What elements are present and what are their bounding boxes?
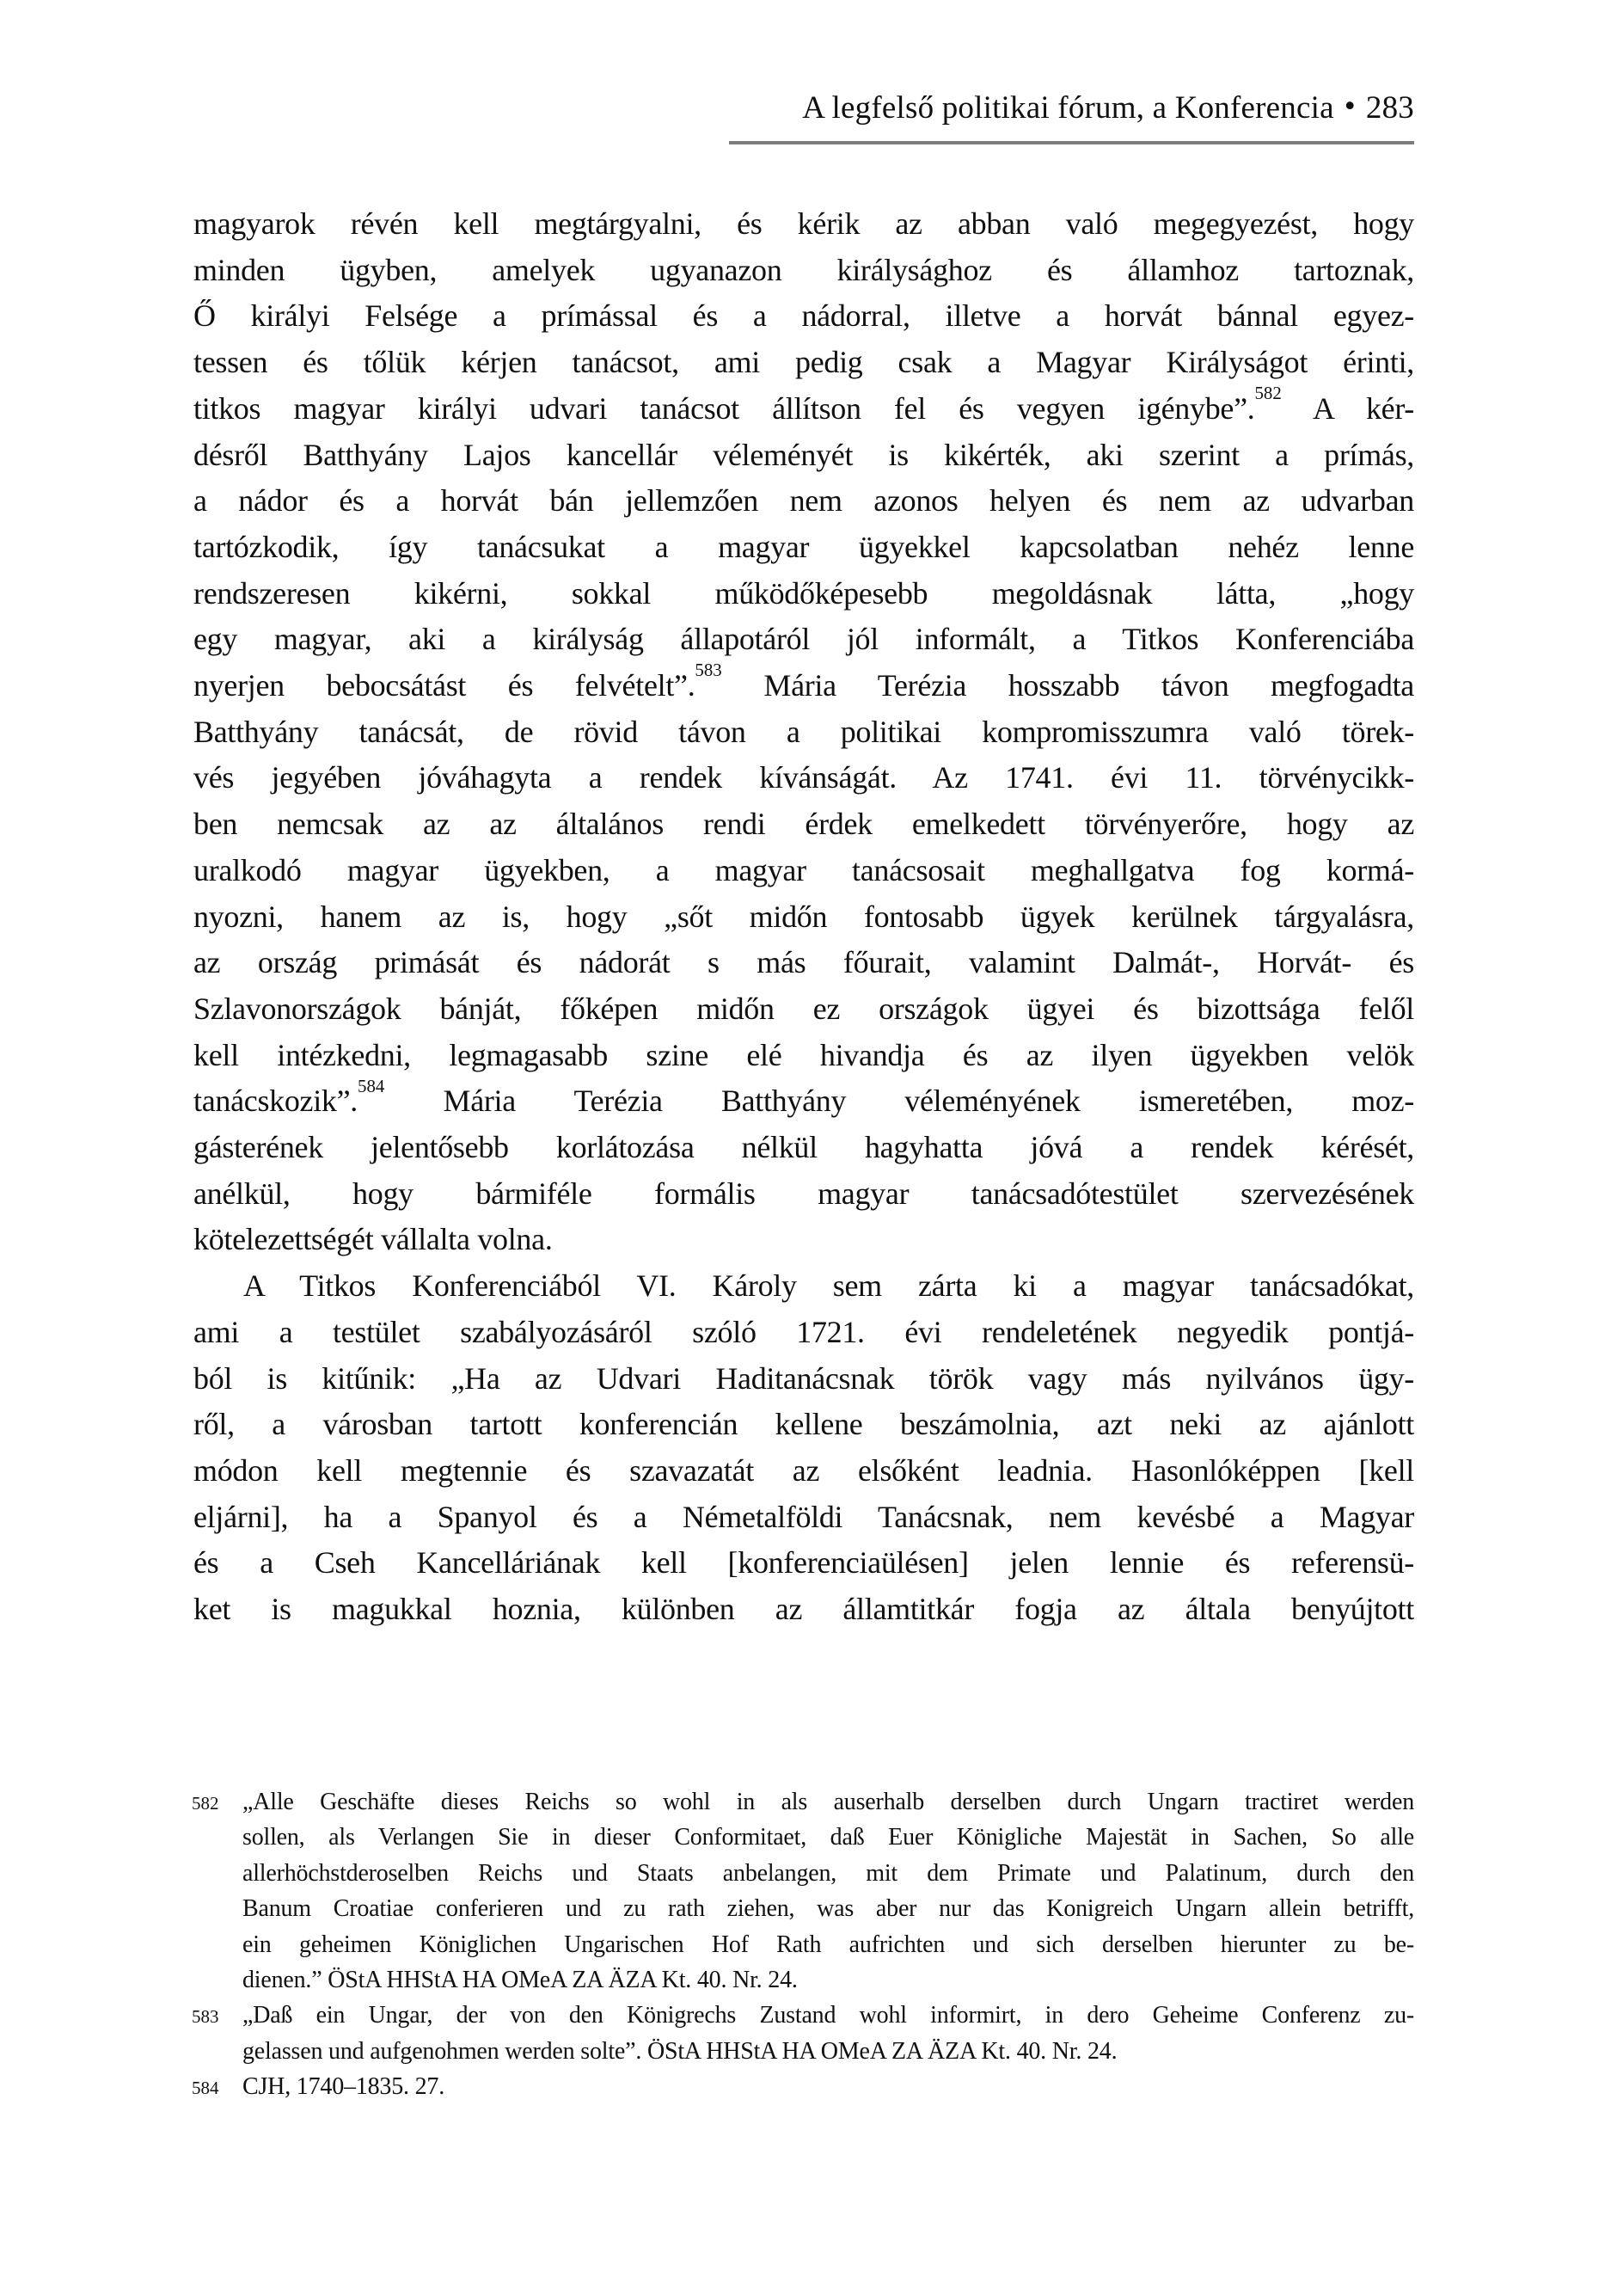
footnote-text [242, 1784, 1414, 1998]
footnote-ref-582: 582 [1254, 383, 1282, 404]
running-title: A legfelső politikai fórum, a Konferencia [802, 90, 1334, 126]
text-line: minden ügyben, amelyek ugyanazon királysághoz és államhoz tartoznak, [193, 252, 1414, 287]
footnote-ref-584: 584 [358, 1075, 385, 1096]
footnote-line: dienen.” ÖStA HHStA HA OMeA ZA ÄZA Kt. 40. Nr. 24. [242, 1967, 798, 1994]
text-line: kell intézkedni, legmagasabb szine elé hivandja és az ilyen ügyekben velök [193, 1037, 1414, 1072]
text-line: a nádor és a horvát bán jellemzően nem azonos helyen és nem az udvarban [193, 483, 1414, 519]
text-line: ről, a városban tartott konferencián kellene beszámolnia, azt neki az ajánlott [193, 1407, 1414, 1442]
text-line: ben nemcsak az az általános rendi érdek emelkedett törvényerőre, hogy az [193, 807, 1414, 842]
footnote-line: sollen, als Verlangen Sie in dieser Conformitaet, daß Euer Königliche Majestät in Sachen, So alle [242, 1824, 1414, 1851]
text-line: ból is kitűnik: „Ha az Udvari Haditanácsnak török vagy más nyilvános ügy- [193, 1360, 1414, 1396]
text-line: Ő királyi Felsége a prímással és a nádorral, illetve a horvát bánnal egyez- [193, 298, 1414, 334]
footnote-number: 583 [192, 2006, 219, 2028]
footnote-582 [193, 1784, 1414, 1998]
paragraph [193, 1263, 1414, 1633]
text-line: ket is magukkal hoznia, különben az államtitkár fogja az általa benyújtott [193, 1592, 1414, 1627]
footnote-line: „Daß ein Ungar, der von den Königrechs Zustand wohl informirt, in dero Geheime Conferenz zu- [242, 2002, 1414, 2029]
text-line: désről Batthyány Lajos kancellár véleményét is kikérték, aki szerint a prímás, [193, 437, 1414, 472]
text-line: vés jegyében jóváhagyta a rendek kívánságát. Az 1741. évi 11. törvénycikk- [193, 760, 1414, 795]
footnote-number: 582 [192, 1793, 219, 1814]
page-header [802, 89, 1414, 127]
text-line: és a Cseh Kancelláriának kell [konferenciaülésen] jelen lennie és referensü- [193, 1545, 1414, 1581]
page-number: 283 [1365, 90, 1414, 126]
footnote-line: gelassen und aufgenohmen werden solte”. ÖStA HHStA HA OMeA ZA ÄZA Kt. 40. Nr. 24. [242, 2037, 1118, 2065]
text-line: tanácskozik”.$^{584}$ Mária Terézia Batthyány véleményének ismeretében, moz- [193, 1075, 1414, 1119]
footnote-text [242, 2069, 1414, 2104]
text-line: nyerjen bebocsátást és felvételt”.$^{583}$ Mária Terézia hosszabb távon megfogadta [193, 660, 1414, 703]
text-line: nyozni, hanem az is, hogy „sőt midőn fontosabb ügyek kerülnek tárgyalásra, [193, 899, 1414, 934]
text-line: rendszeresen kikérni, sokkal működőképesebb megoldásnak látta, „hogy [193, 575, 1414, 611]
text-line: módon kell megtennie és szavazatát az elsőként leadnia. Hasonlóképpen [kell [193, 1452, 1414, 1488]
body-text [193, 201, 1414, 1633]
text-line: eljárni], ha a Spanyol és a Németalföldi Tanácsnak, nem kevésbé a Magyar [193, 1499, 1414, 1534]
text-line: ami a testület szabályozásáról szóló 1721. évi rendeletének negyedik pontjá- [193, 1314, 1414, 1349]
footnote-text [242, 1998, 1414, 2069]
text-line: gásterének jelentősebb korlátozása nélkül hagyhatta jóvá a rendek kérését, [193, 1130, 1414, 1165]
text-line: kötelezettségét vállalta volna. [193, 1222, 553, 1257]
text-line: anélkül, hogy bármiféle formális magyar tanácsadótestület szervezésének [193, 1176, 1414, 1211]
text-line: az ország primását és nádorát s más főurait, valamint Dalmát-, Horvát- és [193, 945, 1414, 980]
footnote-line: Banum Croatiae conferieren und zu rath ziehen, was aber nur das Konigreich Ungarn allein betrifft, [242, 1895, 1414, 1923]
text-line: Batthyány tanácsát, de rövid távon a politikai kompromisszumra való törek- [193, 714, 1414, 749]
text-line: Szlavonországok bánját, főképen midőn ez országok ügyei és bizottsága felől [193, 991, 1414, 1026]
footnote-line: allerhöchstderoselben Reichs und Staats anbelangen, mit dem Primate und Palatinum, durch den [242, 1859, 1414, 1887]
text-line: A Titkos Konferenciából VI. Károly sem zárta ki a magyar tanácsadókat, [243, 1268, 1414, 1304]
text-line: tartózkodik, így tanácsukat a magyar ügyekkel kapcsolatban nehéz lenne [193, 529, 1414, 564]
footnote-line: „Alle Geschäfte dieses Reichs so wohl in als auserhalb derselben durch Ungarn tractiret werden [242, 1789, 1414, 1815]
paragraph [193, 201, 1414, 1263]
footnote-line: CJH, 1740–1835. 27. [242, 2073, 444, 2101]
header-rule [729, 141, 1414, 144]
footnote-ref-583: 583 [695, 660, 722, 681]
footnote-line: ein geheimen Königlichen Ungarischen Hof Rath aufrichten und sich derselben hierunter zu be- [242, 1931, 1414, 1958]
footnotes-section [193, 1784, 1414, 2105]
text-line: egy magyar, aki a királyság állapotáról jól informált, a Titkos Konferenciába [193, 622, 1414, 657]
footnote-584 [193, 2069, 1414, 2104]
footnote-number: 584 [192, 2078, 219, 2099]
text-line: titkos magyar királyi udvari tanácsot állítson fel és vegyen igénybe”.$^{582}$ A kér- [193, 383, 1414, 426]
text-line: uralkodó magyar ügyekben, a magyar tanácsosait meghallgatva fog kormá- [193, 852, 1414, 887]
separator-bullet: • [1344, 89, 1356, 124]
footnote-583 [193, 1998, 1414, 2069]
text-line: magyarok révén kell megtárgyalni, és kérik az abban való megegyezést, hogy [193, 206, 1414, 241]
text-line: tessen és tőlük kérjen tanácsot, ami pedig csak a Magyar Királyságot érinti, [193, 345, 1414, 380]
